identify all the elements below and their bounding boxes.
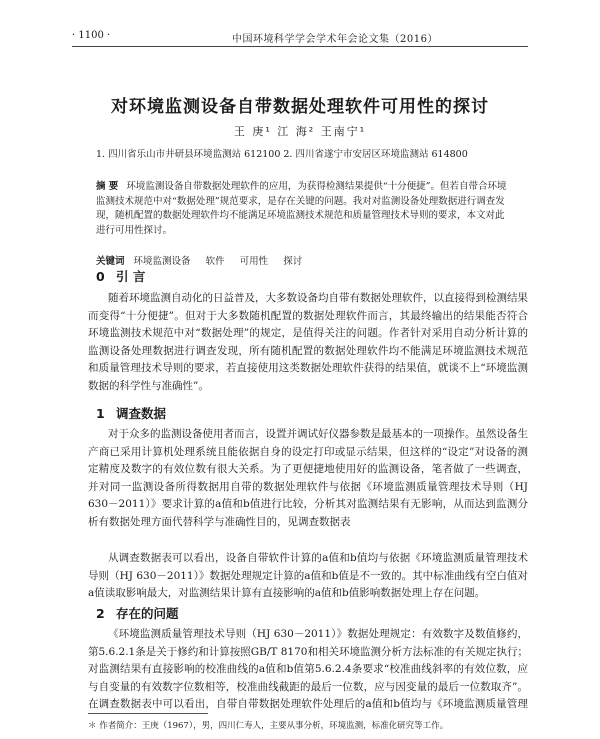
section-number: 0 <box>96 269 105 284</box>
keyword: 可用性 <box>239 256 269 267</box>
section-title: 引 言 <box>116 269 146 284</box>
keyword: 探讨 <box>283 256 303 267</box>
running-header <box>72 30 528 44</box>
footnote: ＊ 作者简介：王庚（1967），男，四川仁寿人，主要从事分析，环境监测，标准化研究等工作。 <box>88 721 449 731</box>
footnote-rule <box>88 713 208 714</box>
section-title: 调查数据 <box>116 406 167 421</box>
keywords-label: 关键词 <box>96 256 125 267</box>
abstract-text: 环境监测设备自带数据处理软件的应用，为获得检测结果提供“十分便捷”。但若自带合环境监测技术规范中对“数据处理”规范要求，是存在关键的问题。我对对监测设备处理数据进行调查发现，随机配置的数据处理软件均不能满足环境监测技术规范和质量管理技术导则的要求，本文对此进行可用性探讨。 <box>96 181 507 236</box>
keyword: 软件 <box>205 256 225 267</box>
affiliations: 1. 四川省乐山市井研县环境监测站 612100 2. 四川省遂宁市安居区环境监测站 614800 <box>96 149 468 160</box>
authors: 王 庚¹ 江 海² 王南宁¹ <box>233 125 367 138</box>
paper-title: 对环境监测设备自带数据处理软件可用性的探讨 <box>111 97 489 117</box>
section-heading-problems <box>96 604 179 622</box>
header-rule <box>72 46 528 47</box>
paragraph: 从调查数据表可以看出，设备自带软件计算的a值和b值均与依据《环境监测质量管理技术导则（HJ 630－2011）》数据处理规定计算的a值和b值是不一致的。其中标准曲线有空白值对a值读取影响最大，对监测结果计算有直接影响的a值和b值影响数据处理上存在问题。 <box>88 552 528 599</box>
journal-name: 中国环境科学学会学术年会论文集（2016） <box>232 34 438 45</box>
section-number: 1 <box>96 406 105 421</box>
keywords <box>96 253 508 267</box>
section-heading-survey <box>96 404 166 422</box>
paragraph: 随着环境监测自动化的日益普及，大多数设备均自带有数据处理软件，以直接得到检测结果而变得“十分便捷”。但对于大多数随机配置的数据处理软件而言，其最终输出的结果能否符合环境监测技术规范中对“数据处理”的规定，是值得关注的问题。作者针对采用自动分析计算的监测设备处理数据进行调查发现，所有随机配置的数据处理软件均不能满足环境监测技术规范和质量管理技术导则的要求，若直接使用这类数据处理软件获得的结果值，就谈不上“环境监测数据的科学性与准确性”。 <box>88 292 528 392</box>
paragraph: 《环境监测质量管理技术导则（HJ 630－2011）》数据处理规定：有效数字及数值修约，第5.6.2.1条是关于修约和计算按照GB/T 8170和相关环境监测分析方法标准的有关规定执行；对监测结果有直接影响的校准曲线的a值和b值第5.6.2.4条要求“校准曲线斜率的有效位数，应与自变量的有效数字位数相等，校准曲线截距的最后一位数，应与因变量的最后一位数取齐”。在调查数据表中可以看出，自带自带数据处理软件处理后的a值和b值均与《环境监测质量管理 <box>88 628 528 710</box>
section-heading-introduction <box>96 267 145 285</box>
section-number: 2 <box>96 606 105 621</box>
paragraph: 对于众多的监测设备使用者而言，设置并调试好仪器参数是最基本的一项操作。虽然设备生产商已采用计算机处理系统且能依据自身的设定打印或显示结果，但这样的“设定”对设备的测定精度及数字的有效位数有很大关系。为了更便捷地使用好的监测设备，笔者做了一些调查，并对同一监测设备所得数据用自带的数据处理软件与依据《环境监测质量管理技术导则（HJ 630－2011）》要求计算的a值和b值进行比较，分析其对监测结果有无影响，从而达到监测分析有数据处理方面代替科学与准确性目的，见调查数据表 <box>88 428 528 528</box>
abstract-label: 摘 要 <box>96 181 119 192</box>
page-number: · 1100 · <box>72 30 111 41</box>
keyword: 环境监测设备 <box>133 256 191 267</box>
section-title: 存在的问题 <box>116 606 179 621</box>
abstract <box>96 180 508 238</box>
